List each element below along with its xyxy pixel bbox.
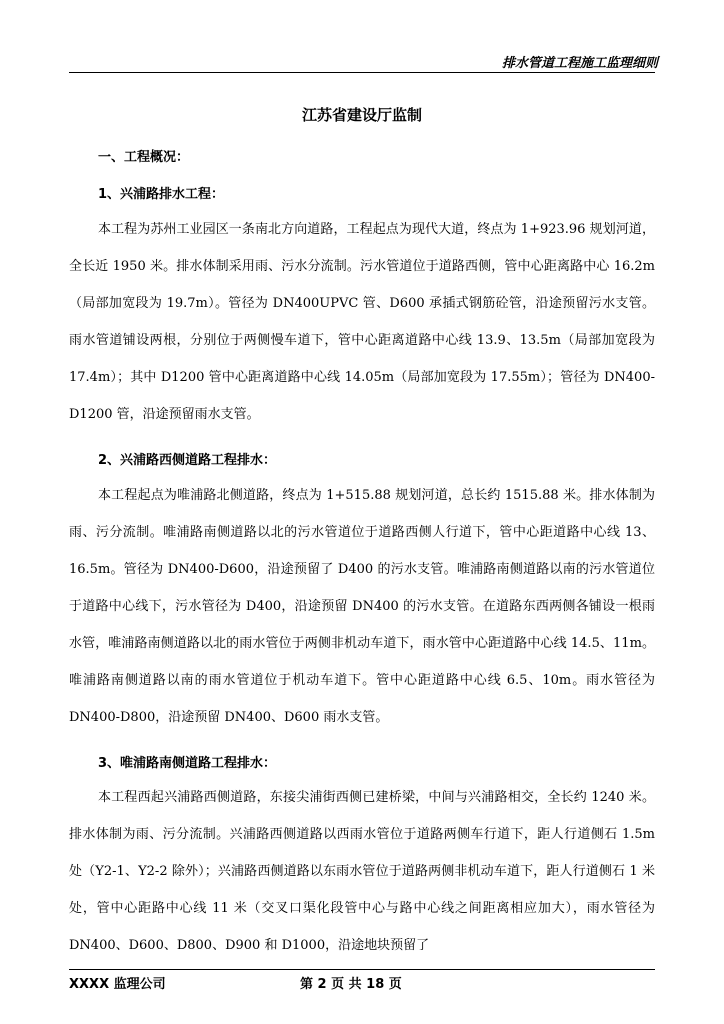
header-divider [69,72,655,73]
subsection-heading-3: 3、唯浦路南侧道路工程排水： [98,756,277,771]
document-title: 江苏省建设厅监制 [301,106,422,124]
paragraph-1: 本工程为苏州工业园区一条南北方向道路，工程起点为现代大道，终点为 1+923.96 规划河道，全长近 1950 米。排水体制采用雨、污水分流制。污水管道位于道路西侧，管中心距离路中心 16.2m（局部加宽段为 19.7m）。管径为 DN400UPVC 管、D600 承插式钢筋砼管，沿途预留污水支管。雨水管道铺设两根，分别位于两侧慢车道下，管中心距离道路中心线 13.9、13.5m（局部加宽段为 17.4m）；其中 D1200 管中心距离道路中心线 14.05m（局部加宽段为 17.55m）；管径为 DN400-D1200 管，沿途预留雨水支管。 [69,222,655,422]
subsection-heading-2: 2、兴浦路西侧道路工程排水： [98,453,277,468]
subsection-heading-1: 1、兴浦路排水工程： [98,187,225,202]
footer-divider [69,969,655,970]
paragraph-2: 本工程起点为唯浦路北侧道路，终点为 1+515.88 规划河道，总长约 1515.88 米。排水体制为雨、污分流制。唯浦路南侧道路以北的污水管道位于道路西侧人行道下，管中心距道路中心线 13、16.5m。管径为 DN400-D600，沿途预留了 D400 的污水支管。唯浦路南侧道路以南的污水管道位于道路中心线下，污水管径为 D400，沿途预留 DN400 的污水支管。在道路东西两侧各铺设一根雨水管，唯浦路南侧道路以北的雨水管位于两侧非机动车道下，雨水管中心距道路中心线 14.5、11m。唯浦路南侧道路以南的雨水管道位于机动车道下。管中心距道路中心线 6.5、10m。雨水管径为 DN400-D800，沿途预留 DN400、D600 雨水支管。 [69,488,655,725]
paragraph-3: 本工程西起兴浦路西侧道路，东接尖浦街西侧已建桥梁，中间与兴浦路相交，全长约 1240 米。排水体制为雨、污分流制。兴浦路西侧道路以西雨水管位于道路两侧车行道下，距人行道侧石 1.5m 处（Y2-1、Y2-2 除外）；兴浦路西侧道路以东雨水管位于道路两侧非机动车道下，距人行道侧石 1 米处，管中心距路中心线 11 米（交叉口渠化段管中心与路中心线之间距离相应加大），雨水管径为 DN400、D600、D800、D900 和 D1000，沿途地块预留了 [69,790,655,953]
page-number: 第 2 页 共 18 页 [300,977,402,992]
footer-company: XXXX 监理公司 [69,977,166,992]
header-title: 排水管道工程施工监理细则 [501,56,658,71]
section-heading: 一、工程概况： [98,150,190,165]
